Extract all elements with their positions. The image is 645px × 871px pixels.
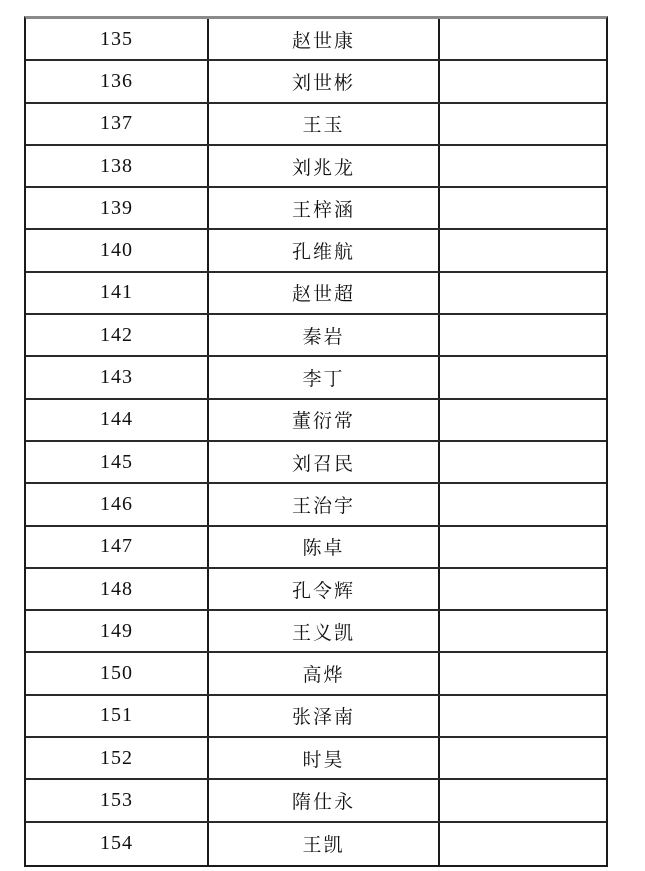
table-row (26, 146, 606, 188)
row-number-cell: 151 (26, 696, 209, 736)
table-row (26, 104, 606, 146)
row-number-cell: 138 (26, 146, 209, 186)
table-row (26, 442, 606, 484)
row-number-cell: 153 (26, 780, 209, 820)
row-name-cell: 王义凯 (209, 611, 440, 651)
table-row (26, 400, 606, 442)
row-blank-cell (440, 61, 606, 101)
row-name-cell: 孔令辉 (209, 569, 440, 609)
row-blank-cell (440, 146, 606, 186)
table-row (26, 653, 606, 695)
table-row (26, 780, 606, 822)
row-blank-cell (440, 484, 606, 524)
row-blank-cell (440, 315, 606, 355)
row-name-cell: 隋仕永 (209, 780, 440, 820)
row-name-cell: 王治宇 (209, 484, 440, 524)
row-name-cell: 高烨 (209, 653, 440, 693)
row-number-cell: 147 (26, 527, 209, 567)
row-number-cell: 154 (26, 823, 209, 865)
row-number-cell: 142 (26, 315, 209, 355)
row-blank-cell (440, 569, 606, 609)
row-blank-cell (440, 653, 606, 693)
row-name-cell: 王梓涵 (209, 188, 440, 228)
row-blank-cell (440, 104, 606, 144)
row-blank-cell (440, 738, 606, 778)
table-row (26, 19, 606, 61)
row-number-cell: 136 (26, 61, 209, 101)
row-name-cell: 刘兆龙 (209, 146, 440, 186)
row-name-cell: 王凯 (209, 823, 440, 865)
table-row (26, 357, 606, 399)
table-row (26, 823, 606, 865)
row-blank-cell (440, 400, 606, 440)
row-name-cell: 陈卓 (209, 527, 440, 567)
table-row (26, 484, 606, 526)
row-blank-cell (440, 611, 606, 651)
row-number-cell: 145 (26, 442, 209, 482)
row-name-cell: 赵世超 (209, 273, 440, 313)
row-blank-cell (440, 527, 606, 567)
row-name-cell: 董衍常 (209, 400, 440, 440)
row-number-cell: 141 (26, 273, 209, 313)
row-number-cell: 140 (26, 230, 209, 270)
row-name-cell: 李丁 (209, 357, 440, 397)
row-blank-cell (440, 19, 606, 59)
table-row (26, 696, 606, 738)
roster-table (24, 16, 608, 867)
row-blank-cell (440, 696, 606, 736)
row-name-cell: 时昊 (209, 738, 440, 778)
row-blank-cell (440, 357, 606, 397)
table-row (26, 527, 606, 569)
row-number-cell: 144 (26, 400, 209, 440)
table-row (26, 61, 606, 103)
row-blank-cell (440, 780, 606, 820)
row-number-cell: 152 (26, 738, 209, 778)
row-name-cell: 秦岩 (209, 315, 440, 355)
table-row (26, 188, 606, 230)
row-blank-cell (440, 273, 606, 313)
row-name-cell: 张泽南 (209, 696, 440, 736)
table-row (26, 569, 606, 611)
row-number-cell: 149 (26, 611, 209, 651)
row-number-cell: 148 (26, 569, 209, 609)
row-blank-cell (440, 230, 606, 270)
row-number-cell: 137 (26, 104, 209, 144)
row-name-cell: 王玉 (209, 104, 440, 144)
table-row (26, 315, 606, 357)
row-name-cell: 刘世彬 (209, 61, 440, 101)
row-name-cell: 刘召民 (209, 442, 440, 482)
table-row (26, 611, 606, 653)
row-blank-cell (440, 442, 606, 482)
row-number-cell: 143 (26, 357, 209, 397)
table-row (26, 738, 606, 780)
row-blank-cell (440, 823, 606, 865)
table-row (26, 273, 606, 315)
table-row (26, 230, 606, 272)
row-name-cell: 孔维航 (209, 230, 440, 270)
row-number-cell: 135 (26, 19, 209, 59)
row-number-cell: 146 (26, 484, 209, 524)
row-name-cell: 赵世康 (209, 19, 440, 59)
row-number-cell: 139 (26, 188, 209, 228)
row-blank-cell (440, 188, 606, 228)
row-number-cell: 150 (26, 653, 209, 693)
